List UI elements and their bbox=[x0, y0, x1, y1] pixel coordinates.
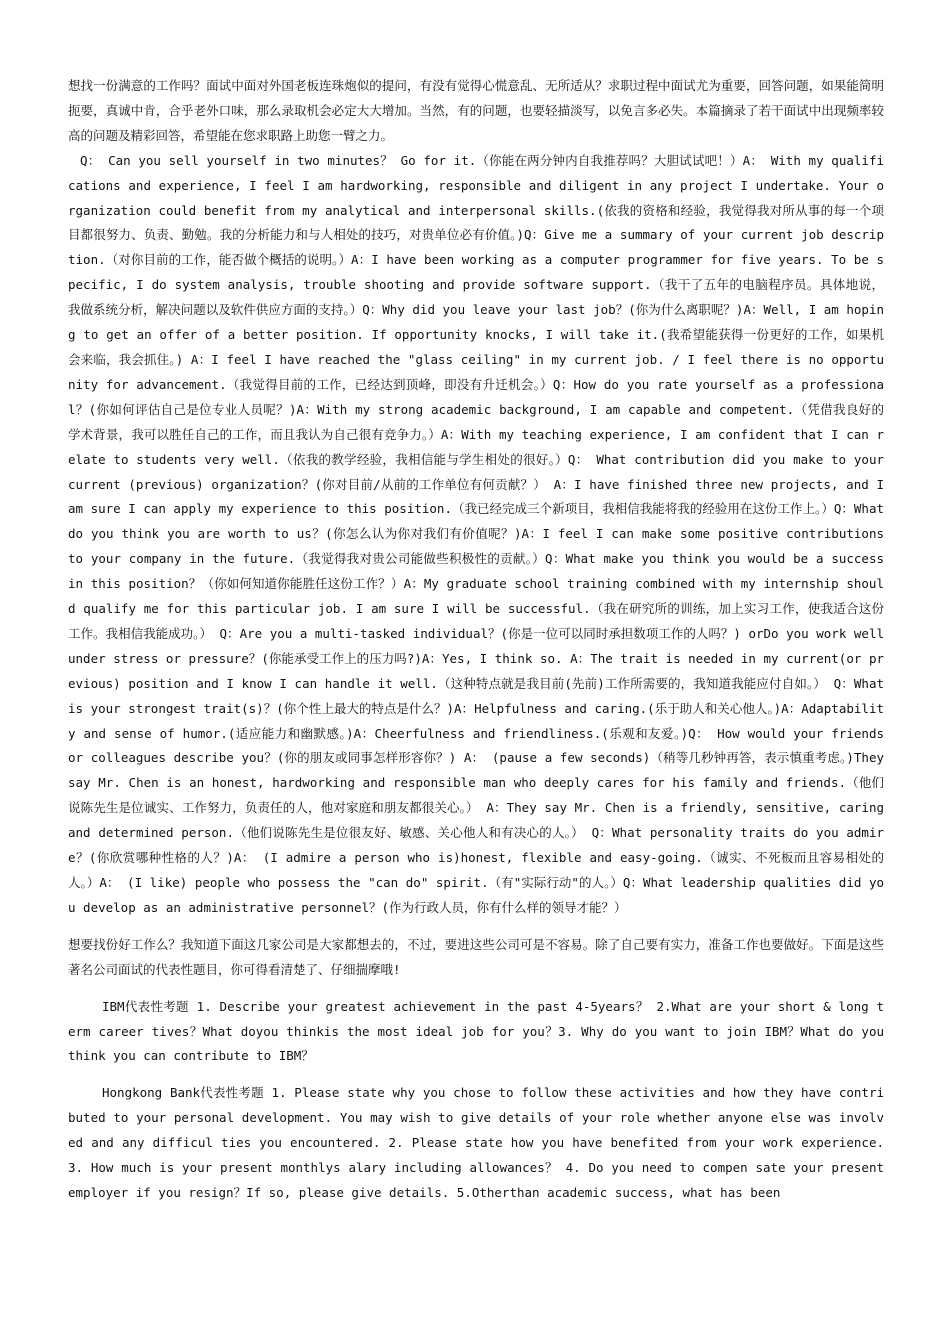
hongkong-bank-questions-paragraph: Hongkong Bank代表性考题 1. Please state why you chose to follow these activities and how they have contributed to your personal development. You may wish to give details of your role whether anyone else was involved and any difficul ties you encountered. 2. Please state how you have benefited from your work experience. 3. How much is your present monthlys alary including allowances？ 4. Do you need to compen sate your present employer if you resign？If so, please give details. 5.Otherthan academic success, what has been bbox=[68, 1085, 884, 1200]
document-page bbox=[68, 74, 884, 1206]
ibm-questions-paragraph: IBM代表性考题 1. Describe your greatest achievement in the past 4-5years？ 2.What are your short & long term career tives？What doyou thinkis the most ideal job for you？3. Why do you want to join IBM？What do you think you can contribute to IBM？ bbox=[68, 998, 884, 1064]
paragraph-gap bbox=[68, 1069, 884, 1081]
paragraph-gap bbox=[68, 983, 884, 995]
intro-paragraph: 想找一份满意的工作吗？面试中面对外国老板连珠炮似的提问，有没有觉得心慌意乱、无所适从？求职过程中面试尤为重要，回答问题，如果能简明扼要，真诚中肯，合乎老外口味，那么录取机会必定大大增加。当然，有的问题，也要轻描淡写，以免言多必失。本篇摘录了若干面试中出现频率较高的问题及精彩回答，希望能在您求职路上助您一臂之力。 bbox=[68, 78, 884, 143]
companies-intro-paragraph: 想要找份好工作么？我知道下面这几家公司是大家都想去的，不过，要进这些公司可是不容易。除了自己要有实力，准备工作也要做好。下面是这些著名公司面试的代表性题目，你可得看清楚了、仔细揣摩哦! bbox=[68, 936, 884, 977]
paragraph-gap bbox=[68, 921, 884, 933]
qa-paragraph: Q： Can you sell yourself in two minutes？ Go for it.（你能在两分钟内自我推荐吗？大胆试试吧！）A： With my qualifications and experience, I feel I am hardworking, responsible and diligent in any project I undertake. Your organization could benefit from my analytical and interpersonal skills.(依我的资格和经验，我觉得我对所从事的每一个项目都很努力、负责、勤勉。我的分析能力和与人相处的技巧，对贵单位必有价值。)Q：Give me a summary of your current job description.（对你目前的工作，能否做个概括的说明。）A：I have been working as a computer programmer for five years. To be specific, I do system analysis, trouble shooting and provide software support.（我干了五年的电脑程序员。具体地说，我做系统分析，解决问题以及软件供应方面的支持。）Q：Why did you leave your last job？(你为什么离职呢？)A：Well, I am hoping to get an offer of a better position. If opportunity knocks, I will take it.(我希望能获得一份更好的工作，如果机会来临，我会抓住。) A：I feel I have reached the "glass ceiling" in my current job. / I feel there is no opportunity for advancement.（我觉得目前的工作，已经达到顶峰，即没有升迁机会。）Q：How do you rate yourself as a professional？(你如何评估自己是位专业人员呢？)A：With my strong academic background, I am capable and competent.（凭借我良好的学术背景，我可以胜任自己的工作，而且我认为自己很有竞争力。）A：With my teaching experience, I am confident that I can relate to students very well.（依我的教学经验，我相信能与学生相处的很好。）Q： What contribution did you make to your current (previous) organization？(你对目前/从前的工作单位有何贡献？） A：I have finished three new projects, and I am sure I can apply my experience to this position.（我已经完成三个新项目，我相信我能将我的经验用在这份工作上。）Q：What do you think you are worth to us？(你怎么认为你对我们有价值呢？)A：I feel I can make some positive contributions to your company in the future.（我觉得我对贵公司能做些积极性的贡献。）Q：What make you think you would be a success in this position？（你如何知道你能胜任这份工作？）A：My graduate school training combined with my internship should qualify me for this particular job. I am sure I will be successful.（我在研究所的训练，加上实习工作，使我适合这份工作。我相信我能成功。） Q：Are you a multi-tasked individual？(你是一位可以同时承担数项工作的人吗？) orDo you work well under stress or pressure？(你能承受工作上的压力吗?)A：Yes, I think so. A：The trait is needed in my current(or previous) position and I know I can handle it well.（这种特点就是我目前(先前)工作所需要的，我知道我能应付自如。） Q：What is your strongest trait(s)？(你个性上最大的特点是什么？)A：Helpfulness and caring.(乐于助人和关心他人。)A：Adaptability and sense of humor.(适应能力和幽默感。)A：Cheerfulness and friendliness.(乐观和友爱。)Q： How would your friends or colleagues describe you？(你的朋友或同事怎样形容你？) A： (pause a few seconds)（稍等几秒钟再答，表示慎重考虑。)They say Mr. Chen is an honest, hardworking and responsible man who deeply cares for his family and friends.（他们说陈先生是位诚实、工作努力，负责任的人，他对家庭和朋友都很关心。） A：They say Mr. Chen is a friendly, sensitive, caring and determined person.（他们说陈先生是位很友好、敏感、关心他人和有决心的人。） Q：What personality traits do you admire？(你欣赏哪种性格的人？)A： (I admire a person who is)honest, flexible and easy-going.（诚实、不死板而且容易相处的人。）A： (I like) people who possess the "can do" spirit.（有"实际行动"的人。）Q：What leadership qualities did you develop as an administrative personnel？(作为行政人员，你有什么样的领导才能？） bbox=[68, 152, 884, 915]
